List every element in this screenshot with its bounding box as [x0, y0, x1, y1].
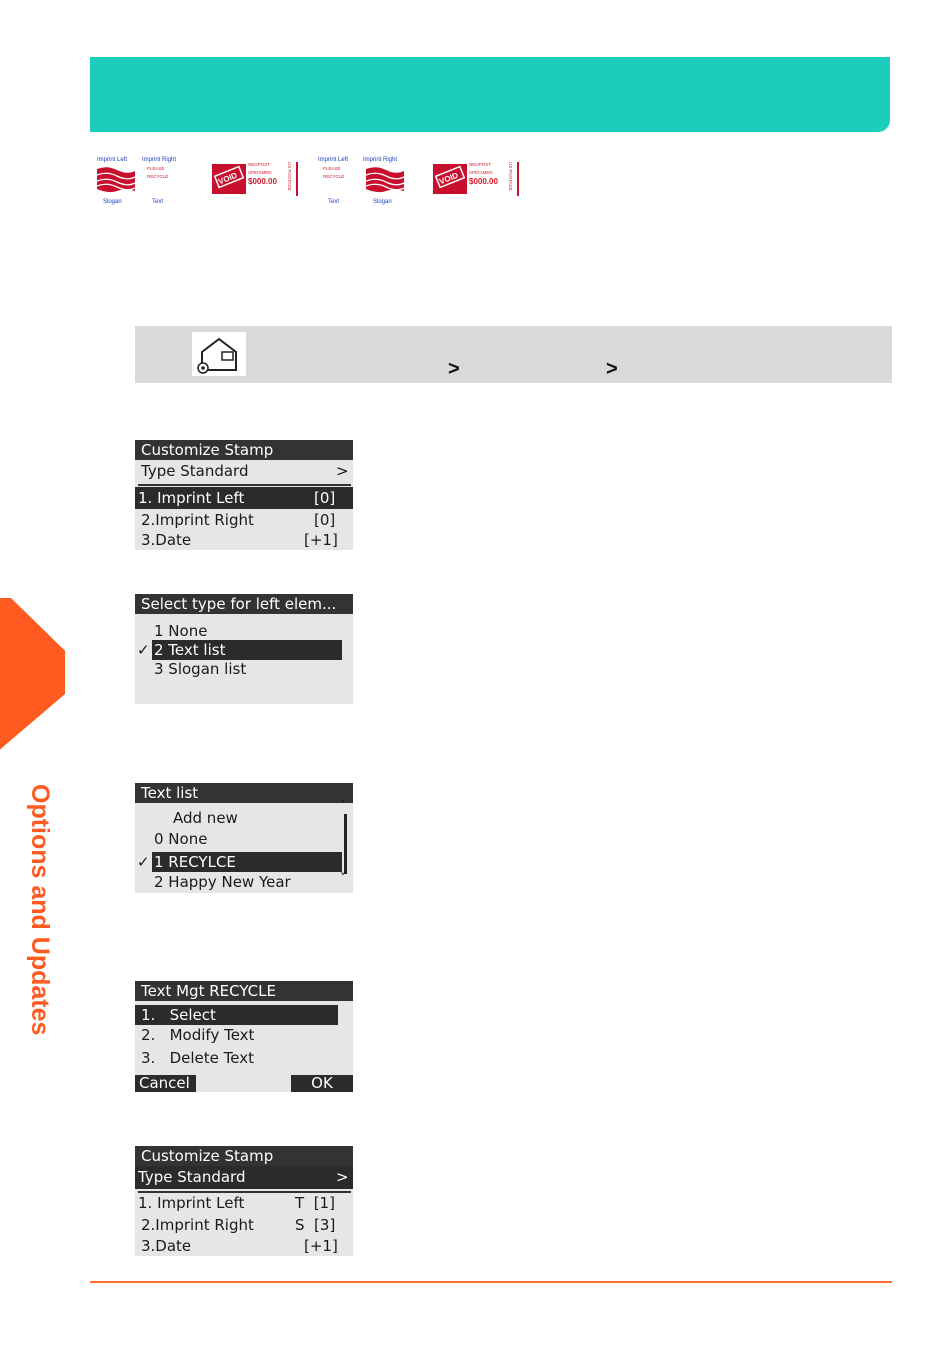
- breadcrumb: [135, 326, 892, 383]
- menu-item-value: S [3]: [295, 1216, 336, 1234]
- scrollbar[interactable]: [344, 814, 347, 874]
- imprint-red-line-2: RECYCLE: [323, 174, 345, 179]
- imprint-bottom-left-label: Slogan: [103, 199, 122, 205]
- footer-divider: [90, 1281, 892, 1283]
- list-item-label: 2 Happy New Year: [154, 873, 291, 891]
- menu-item-label: 3.Date: [141, 1237, 192, 1255]
- imprint-right-label: Imprint Right: [142, 157, 177, 163]
- list-item-text-list[interactable]: [152, 640, 342, 660]
- menu-item-label: 2. Modify Text: [141, 1026, 255, 1044]
- menu-item-value: [0]: [314, 489, 336, 507]
- header-band: [90, 57, 890, 132]
- stamp-void-text: VOID: [438, 170, 460, 187]
- section-side-label: Options and Updates: [26, 784, 54, 1036]
- menu-item-date[interactable]: [135, 530, 353, 550]
- postage-stamp-1: [210, 160, 300, 198]
- menu-item-imprint-left[interactable]: [135, 487, 353, 509]
- menu-item-value: [+1]: [304, 1237, 338, 1255]
- scroll-up-icon[interactable]: ˄: [340, 799, 346, 813]
- stamp-amount: $000.00: [248, 177, 277, 186]
- list-item-recycle[interactable]: [152, 852, 342, 872]
- menu-item-label: 3. Delete Text: [141, 1049, 255, 1067]
- type-standard-label[interactable]: Type Standard: [141, 462, 249, 480]
- list-item-add-new[interactable]: [135, 808, 345, 828]
- lcd-screen-text-list: [135, 783, 353, 893]
- lcd-screen-select-type: [135, 594, 353, 704]
- imprint-left-label: Imprint Left: [318, 157, 349, 163]
- imprint-bottom-right-label: Text: [152, 199, 164, 205]
- divider: [138, 484, 351, 486]
- imprint-bottom-left-label: Text: [328, 199, 340, 205]
- lcd-screen-text-mgt: [135, 981, 353, 1092]
- screen-title: Text Mgt RECYCLE: [135, 981, 353, 1001]
- list-item-label: Add new: [173, 809, 238, 827]
- cancel-button[interactable]: Cancel: [135, 1075, 196, 1092]
- scroll-down-icon[interactable]: ˅: [340, 871, 346, 885]
- list-item-label: 0 None: [154, 830, 208, 848]
- flag-icon: [364, 165, 406, 195]
- checkmark-icon: ✓: [137, 853, 150, 871]
- stamp-top-text: NEOPOST: [248, 162, 271, 167]
- list-item-label: 2 Text list: [154, 641, 226, 659]
- stamp-void-text: VOID: [217, 170, 239, 187]
- menu-item-imprint-right[interactable]: [135, 510, 353, 530]
- lcd-screen-customize-stamp: [135, 440, 353, 550]
- list-item-none[interactable]: [135, 829, 345, 849]
- stamp-top-text: NEOPOST: [469, 162, 492, 167]
- screen-title: Text list: [135, 783, 353, 803]
- menu-item-value: [0]: [314, 511, 336, 529]
- menu-item-label: 1. Imprint Left: [138, 1194, 245, 1212]
- menu-item-label: 1. Imprint Left: [138, 489, 245, 507]
- type-standard-label: Type Standard: [138, 1168, 246, 1186]
- imprint-red-line-1: PLEASE: [323, 166, 341, 171]
- menu-item-label: 2.Imprint Right: [141, 511, 254, 529]
- list-item-label: 1 None: [154, 622, 208, 640]
- imprint-red-line-1: PLEASE: [147, 166, 165, 171]
- list-item-label: 3 Slogan list: [154, 660, 247, 678]
- lcd-screen-customize-stamp-result: [135, 1146, 353, 1256]
- imprint-left-label: Imprint Left: [97, 157, 128, 163]
- list-item-happy-new-year[interactable]: [135, 872, 345, 892]
- screen-title: Customize Stamp: [135, 1146, 353, 1166]
- stamp-side-text: US POSTAGE: [508, 162, 513, 191]
- imprint-bottom-right-label: Slogan: [373, 199, 392, 205]
- type-standard-row[interactable]: [135, 1166, 353, 1189]
- list-item-label: 1 RECYLCE: [154, 853, 236, 871]
- list-item-slogan-list[interactable]: [135, 659, 353, 679]
- menu-item-label: 1. Select: [141, 1006, 216, 1024]
- menu-item-value: [+1]: [304, 531, 338, 549]
- imprint-red-line-2: RECYCLE: [147, 174, 169, 179]
- ok-button[interactable]: OK: [291, 1075, 353, 1092]
- imprint-preview-2: [316, 155, 411, 210]
- mailing-settings-icon[interactable]: [192, 332, 246, 376]
- stamp-specimen-text: SPECIMEN: [248, 170, 272, 175]
- menu-item-date[interactable]: [135, 1236, 353, 1256]
- checkmark-icon: ✓: [137, 641, 150, 659]
- stamp-side-text: US POSTAGE: [287, 162, 292, 191]
- screen-title: Customize Stamp: [135, 440, 353, 460]
- menu-item-delete-text[interactable]: [135, 1048, 353, 1068]
- screen-title: Select type for left elem...: [135, 594, 353, 614]
- imprint-preview-1: [95, 155, 190, 210]
- flag-icon: [95, 165, 137, 195]
- breadcrumb-separator-2: >: [606, 358, 618, 380]
- stamp-specimen-text: SPECIMEN: [469, 170, 493, 175]
- menu-item-label: 2.Imprint Right: [141, 1216, 254, 1234]
- menu-item-modify-text[interactable]: [135, 1025, 353, 1045]
- stamp-amount: $000.00: [469, 177, 498, 186]
- menu-item-label: 3.Date: [141, 531, 192, 549]
- breadcrumb-separator-1: >: [448, 358, 460, 380]
- list-item-none[interactable]: [135, 621, 353, 641]
- side-tab-marker: [0, 598, 65, 758]
- menu-item-imprint-right[interactable]: [135, 1215, 353, 1235]
- menu-item-select[interactable]: [135, 1005, 338, 1025]
- menu-item-value: T [1]: [295, 1194, 335, 1212]
- chevron-right-icon: >: [336, 1168, 349, 1186]
- chevron-right-icon: >: [336, 462, 349, 480]
- imprint-right-label: Imprint Right: [363, 157, 398, 163]
- menu-item-imprint-left[interactable]: [135, 1193, 353, 1213]
- postage-stamp-2: [431, 160, 521, 198]
